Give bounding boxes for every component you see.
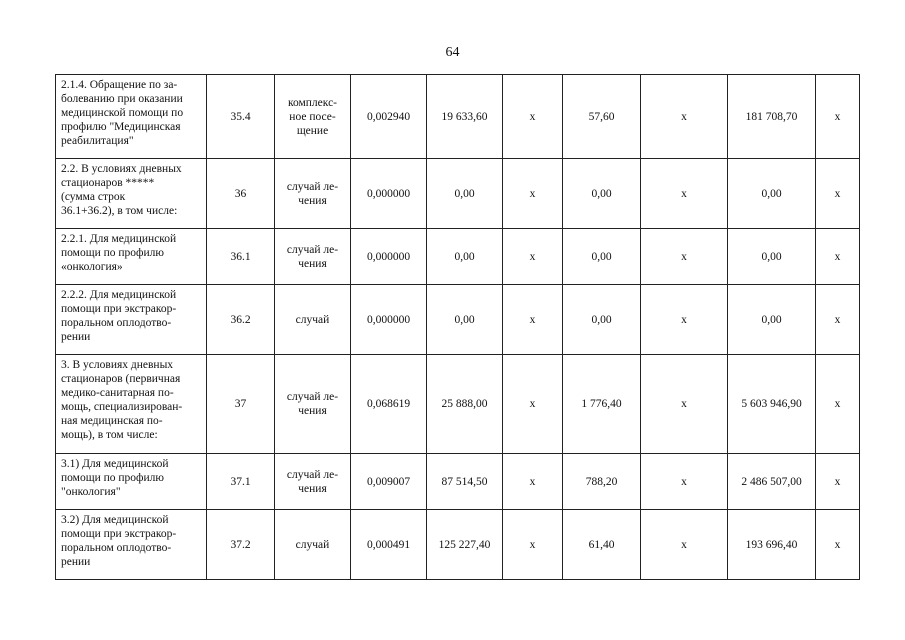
table-row [56,285,860,355]
cost-cell: 19 633,60 [427,75,503,159]
row-name-cell: 2.2.2. Для медицинской помощи при экстракор- поральном оплодотво- рении [56,285,207,355]
unit-cell: случай ле- чения [275,355,351,454]
row-name-cell: 2.2.1. Для медицинской помощи по профилю «онкология» [56,229,207,285]
table-row [56,159,860,229]
x-cell: х [503,159,563,229]
x-cell: х [816,159,860,229]
row-number-cell: 37.1 [207,454,275,510]
unit-cell: случай [275,285,351,355]
per-capita-cell: 0,00 [563,229,641,285]
total-cell: 0,00 [728,159,816,229]
x-cell: х [641,159,728,229]
x-cell: х [503,75,563,159]
row-name-cell: 2.2. В условиях дневных стационаров ***** (сумма строк 36.1+36.2), в том числе: [56,159,207,229]
cost-cell: 125 227,40 [427,510,503,580]
x-cell: х [641,510,728,580]
x-cell: х [816,454,860,510]
x-cell: х [641,355,728,454]
total-cell: 193 696,40 [728,510,816,580]
table-row [56,75,860,159]
per-capita-cell: 0,00 [563,285,641,355]
norm-cell: 0,000000 [351,229,427,285]
table-row [56,355,860,454]
total-cell: 0,00 [728,229,816,285]
row-number-cell: 37.2 [207,510,275,580]
x-cell: х [816,75,860,159]
page-number: 64 [445,45,460,60]
data-table [55,74,860,580]
x-cell: х [503,510,563,580]
x-cell: х [503,285,563,355]
cost-cell: 0,00 [427,229,503,285]
unit-cell: случай ле- чения [275,454,351,510]
cost-cell: 25 888,00 [427,355,503,454]
row-number-cell: 36 [207,159,275,229]
row-number-cell: 36.2 [207,285,275,355]
x-cell: х [641,75,728,159]
per-capita-cell: 1 776,40 [563,355,641,454]
row-name-cell: 2.1.4. Обращение по за- болеванию при оказании медицинской помощи по профилю "Медицинская реабилитация" [56,75,207,159]
row-name-cell: 3.2) Для медицинской помощи при экстракор- поральном оплодотво- рении [56,510,207,580]
x-cell: х [816,510,860,580]
unit-cell: случай ле- чения [275,159,351,229]
norm-cell: 0,002940 [351,75,427,159]
x-cell: х [503,229,563,285]
total-cell: 181 708,70 [728,75,816,159]
norm-cell: 0,068619 [351,355,427,454]
per-capita-cell: 57,60 [563,75,641,159]
row-number-cell: 35.4 [207,75,275,159]
x-cell: х [816,355,860,454]
x-cell: х [503,355,563,454]
table-row [56,510,860,580]
row-name-cell: 3.1) Для медицинской помощи по профилю "онкология" [56,454,207,510]
cost-cell: 0,00 [427,159,503,229]
unit-cell: случай [275,510,351,580]
per-capita-cell: 788,20 [563,454,641,510]
x-cell: х [641,229,728,285]
total-cell: 5 603 946,90 [728,355,816,454]
per-capita-cell: 0,00 [563,159,641,229]
x-cell: х [641,285,728,355]
row-number-cell: 36.1 [207,229,275,285]
x-cell: х [816,285,860,355]
unit-cell: комплекс- ное посе- щение [275,75,351,159]
cost-cell: 0,00 [427,285,503,355]
per-capita-cell: 61,40 [563,510,641,580]
cost-cell: 87 514,50 [427,454,503,510]
table-row [56,454,860,510]
x-cell: х [503,454,563,510]
table-row [56,229,860,285]
norm-cell: 0,009007 [351,454,427,510]
norm-cell: 0,000000 [351,285,427,355]
total-cell: 0,00 [728,285,816,355]
row-number-cell: 37 [207,355,275,454]
total-cell: 2 486 507,00 [728,454,816,510]
norm-cell: 0,000000 [351,159,427,229]
unit-cell: случай ле- чения [275,229,351,285]
norm-cell: 0,000491 [351,510,427,580]
row-name-cell: 3. В условиях дневных стационаров (первичная медико-санитарная по- мощь, специализирован- ная медицинская по- мощь), в том числе: [56,355,207,454]
x-cell: х [816,229,860,285]
x-cell: х [641,454,728,510]
